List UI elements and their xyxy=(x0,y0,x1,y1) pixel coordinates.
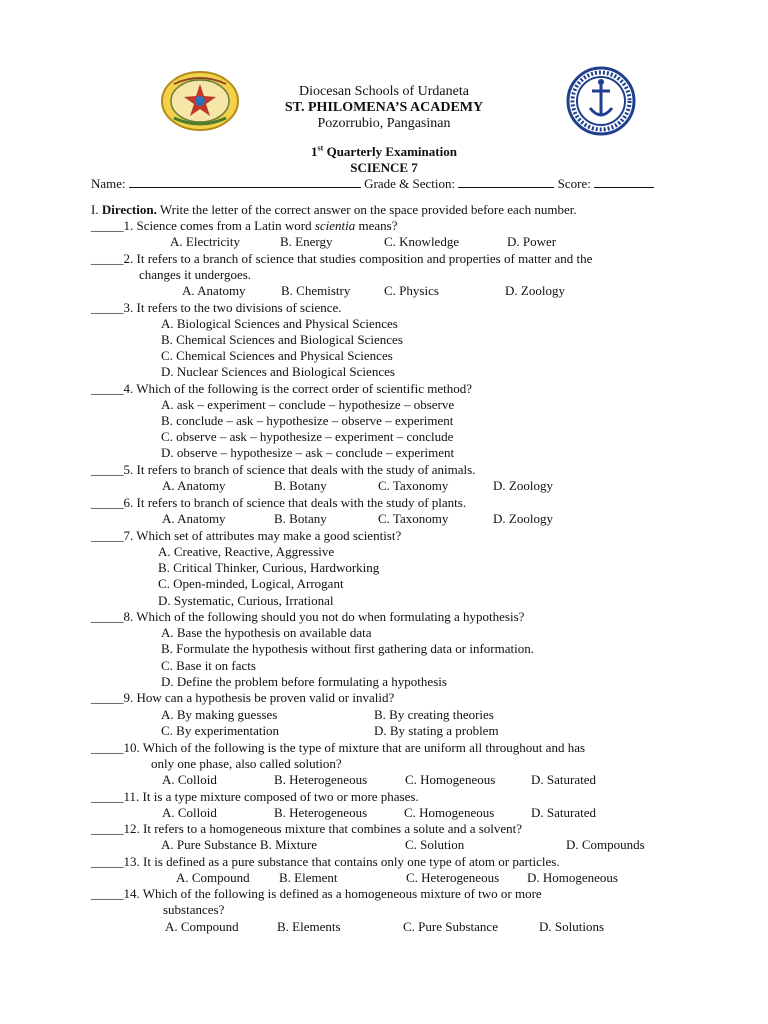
option: A. Compound xyxy=(165,919,239,934)
student-info-line xyxy=(91,176,654,192)
option: A. Colloid xyxy=(162,805,217,820)
question-8: _____8. Which of the following should you not do when formulating a hypothesis? xyxy=(91,609,525,624)
option: A. Electricity xyxy=(170,234,241,249)
grade-section-label: Grade & Section: xyxy=(364,176,456,191)
option: C. Chemical Sciences and Physical Sciences xyxy=(161,348,393,363)
score-label: Score: xyxy=(557,176,591,191)
diocese-name: Diocesan Schools of Urdaneta xyxy=(299,84,469,99)
question-5: _____5. It refers to branch of science that deals with the study of animals. xyxy=(91,462,476,477)
option: C. Base it on facts xyxy=(161,658,256,673)
answer-blank[interactable]: _____ xyxy=(91,528,124,543)
option: A. Pure Substance B. Mixture xyxy=(161,837,317,852)
question-4: _____4. Which of the following is the correct order of scientific method? xyxy=(91,381,472,396)
option: D. Compounds xyxy=(566,837,645,852)
direction-text: I. Direction. Write the letter of the correct answer on the space provided before each number. xyxy=(91,202,577,217)
option: C. Taxonomy xyxy=(378,478,449,493)
question-10: _____10. Which of the following is the type of mixture that are uniform all throughout and has xyxy=(91,740,586,755)
option: C. Physics xyxy=(384,283,439,298)
option: B. Chemistry xyxy=(281,283,351,298)
school-name: ST. PHILOMENA’S ACADEMY xyxy=(284,100,484,115)
option: D. Nuclear Sciences and Biological Sciences xyxy=(161,364,395,379)
option: D. Saturated xyxy=(531,772,596,787)
option: B. conclude – ask – hypothesize – observe – experiment xyxy=(161,413,454,428)
exam-title: 1st Quarterly Examination xyxy=(311,143,457,159)
answer-blank[interactable]: _____ xyxy=(91,854,124,869)
answer-blank[interactable]: _____ xyxy=(91,609,124,624)
question-3: _____3. It refers to the two divisions of science. xyxy=(91,300,342,315)
option: C. Heterogeneous xyxy=(406,870,500,885)
option: B. Chemical Sciences and Biological Sciences xyxy=(161,332,403,347)
name-label: Name: xyxy=(91,176,126,191)
option: D. Zoology xyxy=(493,511,553,526)
question-1: _____1. Science comes from a Latin word scientia means? xyxy=(91,218,398,233)
subject-title: SCIENCE 7 xyxy=(350,160,418,175)
option: D. Define the problem before formulating a hypothesis xyxy=(161,674,447,689)
question-7: _____7. Which set of attributes may make a good scientist? xyxy=(91,528,402,543)
option: A. Base the hypothesis on available data xyxy=(161,625,372,640)
option: D. Power xyxy=(507,234,557,249)
answer-blank[interactable]: _____ xyxy=(91,886,124,901)
answer-blank[interactable]: _____ xyxy=(91,789,124,804)
grade-section-field[interactable] xyxy=(458,176,554,188)
option: C. Solution xyxy=(405,837,465,852)
answer-blank[interactable]: _____ xyxy=(91,740,124,755)
question-14-continued: substances? xyxy=(163,902,225,917)
option: B. Critical Thinker, Curious, Hardworking xyxy=(158,560,380,575)
name-field[interactable] xyxy=(129,176,361,188)
option: B. Element xyxy=(279,870,338,885)
question-6: _____6. It refers to branch of science that deals with the study of plants. xyxy=(91,495,467,510)
answer-blank[interactable]: _____ xyxy=(91,381,124,396)
question-2-continued: changes it undergoes. xyxy=(139,267,252,282)
option: B. Energy xyxy=(280,234,333,249)
question-12: _____12. It refers to a homogeneous mixture that combines a solute and a solvent? xyxy=(91,821,523,836)
option: D. Zoology xyxy=(505,283,565,298)
question-13: _____13. It is defined as a pure substance that contains only one type of atom or particles. xyxy=(91,854,560,869)
option: D. Solutions xyxy=(539,919,605,934)
option: B. Botany xyxy=(274,478,327,493)
school-location: Pozorrubio, Pangasinan xyxy=(317,116,451,131)
option: D. Zoology xyxy=(493,478,553,493)
option: A. Anatomy xyxy=(182,283,246,298)
answer-blank[interactable]: _____ xyxy=(91,462,124,477)
option: A. Creative, Reactive, Aggressive xyxy=(158,544,335,559)
option: D. By stating a problem xyxy=(374,723,499,738)
option: B. Heterogeneous xyxy=(274,772,368,787)
answer-blank[interactable]: _____ xyxy=(91,821,124,836)
option: B. Botany xyxy=(274,511,327,526)
option: D. Saturated xyxy=(531,805,596,820)
score-field[interactable] xyxy=(594,176,654,188)
option: A. Biological Sciences and Physical Sciences xyxy=(161,316,398,331)
answer-blank[interactable]: _____ xyxy=(91,300,124,315)
answer-blank[interactable]: _____ xyxy=(91,690,124,705)
option: C. Pure Substance xyxy=(403,919,498,934)
option: C. By experimentation xyxy=(161,723,280,738)
option: A. Anatomy xyxy=(162,511,226,526)
option: A. Colloid xyxy=(162,772,217,787)
option: C. observe – ask – hypothesize – experiment – conclude xyxy=(161,429,454,444)
option: A. Anatomy xyxy=(162,478,226,493)
answer-blank[interactable]: _____ xyxy=(91,251,124,266)
option: C. Knowledge xyxy=(384,234,460,249)
option: C. Open-minded, Logical, Arrogant xyxy=(158,576,344,591)
option: D. Systematic, Curious, Irrational xyxy=(158,593,334,608)
question-2: _____2. It refers to a branch of science that studies composition and properties of matter and the xyxy=(91,251,593,266)
option: B. Heterogeneous xyxy=(274,805,368,820)
question-9: _____9. How can a hypothesis be proven valid or invalid? xyxy=(91,690,395,705)
option: A. ask – experiment – conclude – hypothesize – observe xyxy=(161,397,455,412)
option: C. Homogeneous xyxy=(405,772,496,787)
answer-blank[interactable]: _____ xyxy=(91,218,124,233)
answer-blank[interactable]: _____ xyxy=(91,495,124,510)
option: A. Compound xyxy=(176,870,250,885)
option: B. Elements xyxy=(277,919,341,934)
option: D. Homogeneous xyxy=(527,870,618,885)
question-14: _____14. Which of the following is defined as a homogeneous mixture of two or more xyxy=(91,886,542,901)
option: C. Homogeneous xyxy=(404,805,495,820)
option: D. observe – hypothesize – ask – conclude – experiment xyxy=(161,445,455,460)
option: A. By making guesses xyxy=(161,707,278,722)
question-11: _____11. It is a type mixture composed of two or more phases. xyxy=(91,789,419,804)
option: B. By creating theories xyxy=(374,707,494,722)
option: C. Taxonomy xyxy=(378,511,449,526)
question-10-continued: only one phase, also called solution? xyxy=(151,756,342,771)
option: B. Formulate the hypothesis without first gathering data or information. xyxy=(161,641,534,656)
